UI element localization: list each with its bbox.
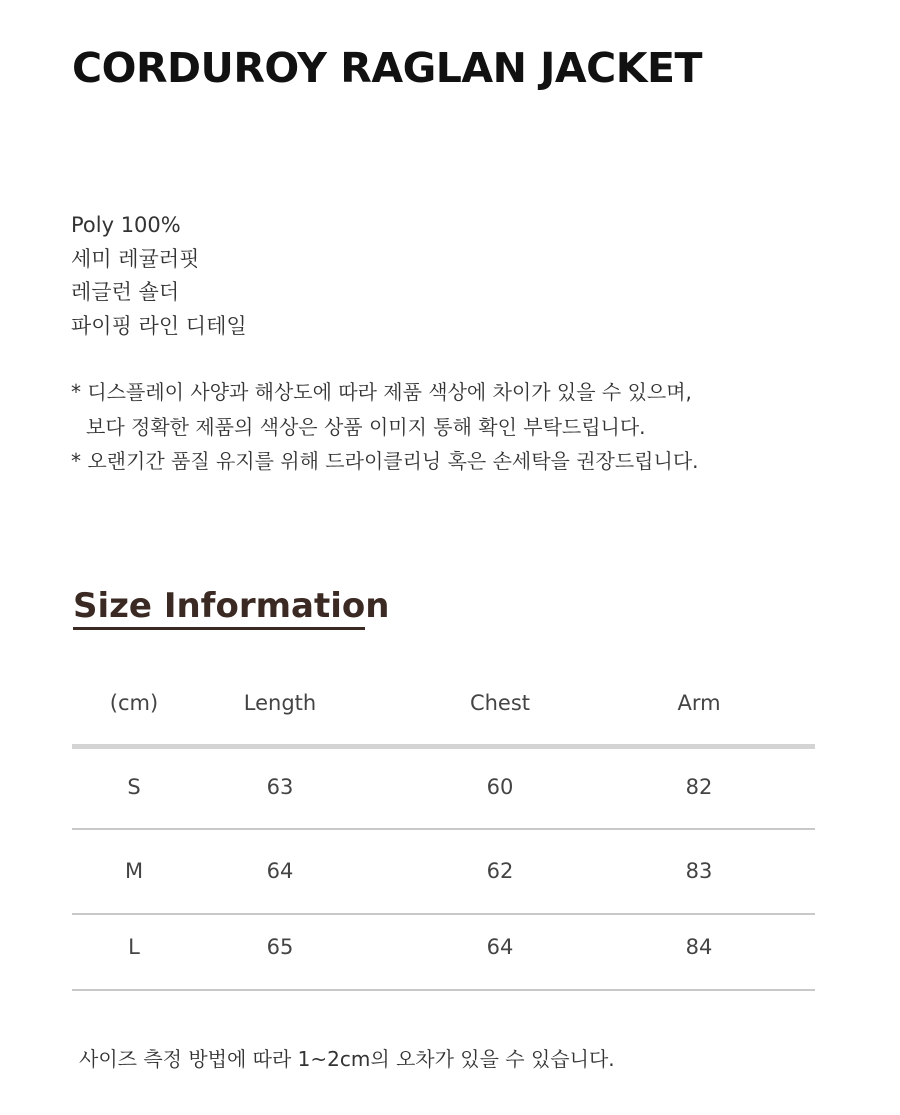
arm-value: 84 [685, 935, 713, 959]
notice-care: * 오랜기간 품질 유지를 위해 드라이클리닝 혹은 손세탁을 권장드립니다. [71, 449, 699, 473]
length-value: 65 [266, 935, 294, 959]
spec-detail: 파이핑 라인 디테일 [71, 313, 247, 338]
column-header-chest: Chest [469, 691, 531, 715]
length-value: 64 [266, 859, 294, 883]
size-label: L [128, 935, 140, 959]
row-divider [72, 989, 815, 991]
chest-value: 64 [486, 935, 514, 959]
size-tolerance-note: 사이즈 측정 방법에 따라 1~2cm의 오차가 있을 수 있습니다. [79, 1047, 615, 1071]
size-label: M [124, 859, 144, 883]
notice-block [71, 375, 699, 479]
product-title: CORDUROY RAGLAN JACKET [72, 44, 702, 92]
column-header-unit: (cm) [109, 691, 159, 715]
arm-value: 83 [685, 859, 713, 883]
row-divider [72, 828, 815, 830]
column-header-arm: Arm [677, 691, 721, 715]
notice-color-line1: * 디스플레이 사양과 해상도에 따라 제품 색상에 차이가 있을 수 있으며, [71, 380, 692, 404]
header-divider [72, 744, 815, 749]
product-spec-list [71, 209, 247, 343]
heading-underline [73, 627, 365, 630]
arm-value: 82 [685, 775, 713, 799]
size-label: S [127, 775, 141, 799]
column-header-length: Length [243, 691, 317, 715]
spec-fit: 세미 레귤러핏 [71, 246, 200, 271]
row-divider [72, 913, 815, 915]
spec-shoulder: 레글런 숄더 [71, 280, 180, 304]
length-value: 63 [266, 775, 294, 799]
spec-material: Poly 100% [71, 213, 181, 237]
notice-color-line2: 보다 정확한 제품의 색상은 상품 이미지 통해 확인 부탁드립니다. [86, 414, 646, 439]
chest-value: 62 [486, 859, 514, 883]
size-information-heading: Size Information [73, 586, 390, 626]
chest-value: 60 [486, 775, 514, 799]
